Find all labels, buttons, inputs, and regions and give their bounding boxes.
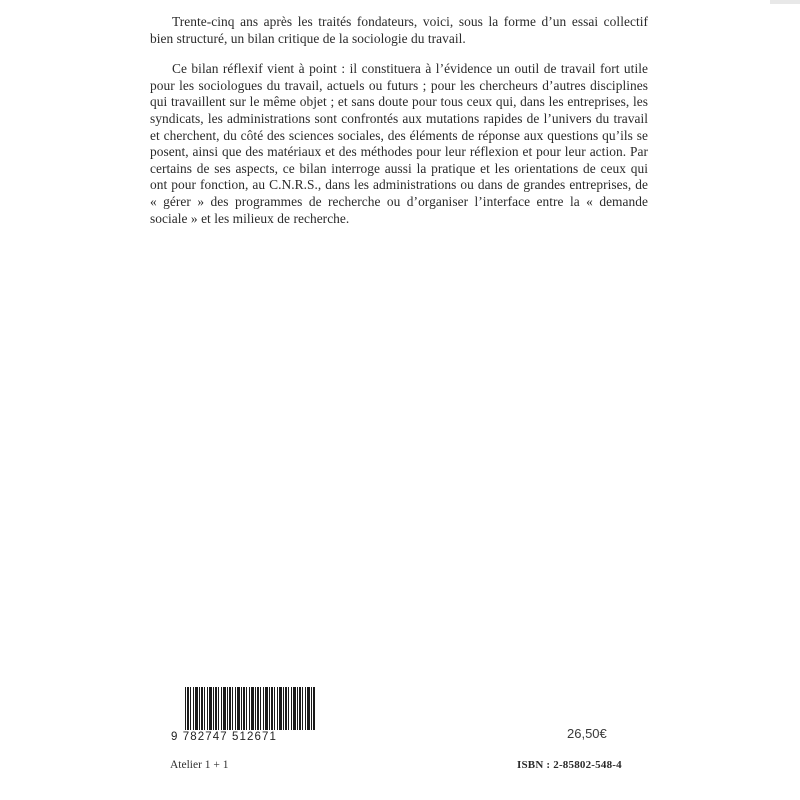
price-label: 26,50€ — [567, 726, 607, 741]
barcode-number: 9 782747 512671 — [171, 731, 278, 743]
blurb-text — [150, 14, 648, 241]
blurb-paragraph-2: Ce bilan réflexif vient à point : il constituera à l’évidence un outil de travail fort utile pour les sociologues du travail, actuels ou futurs ; pour les chercheurs d’autres disciplines qui travaillent sur le même objet ; et sans doute pour tous ceux qui, dans les entreprises, les syndicats, les administrations sont confrontés aux mutations rapides de l’univers du travail et cherchent, du côté des sciences sociales, des éléments de réponse aux questions qu’ils se posent, ainsi que des matériaux et des méthodes pour leur réflexion et pour leur action. Par certains de ses aspects, ce bilan interroge aussi la pratique et les orientations de ceux qui ont pour fonction, au C.N.R.S., dans les administrations ou dans de grandes entreprises, de « gérer » des programmes de recherche ou d’organiser l’interface entre la « demande sociale » et les milieux de recherche. — [150, 61, 648, 226]
barcode-icon — [185, 687, 315, 730]
isbn-label: ISBN : 2-85802-548-4 — [517, 759, 622, 771]
atelier-label: Atelier 1 + 1 — [170, 759, 229, 771]
barcode — [171, 687, 315, 745]
blurb-paragraph-1: Trente-cinq ans après les traités fondateurs, voici, sous la forme d’un essai collectif bien structuré, un bilan critique de la sociologie du travail. — [150, 14, 648, 46]
page-edge-mark — [770, 0, 800, 4]
